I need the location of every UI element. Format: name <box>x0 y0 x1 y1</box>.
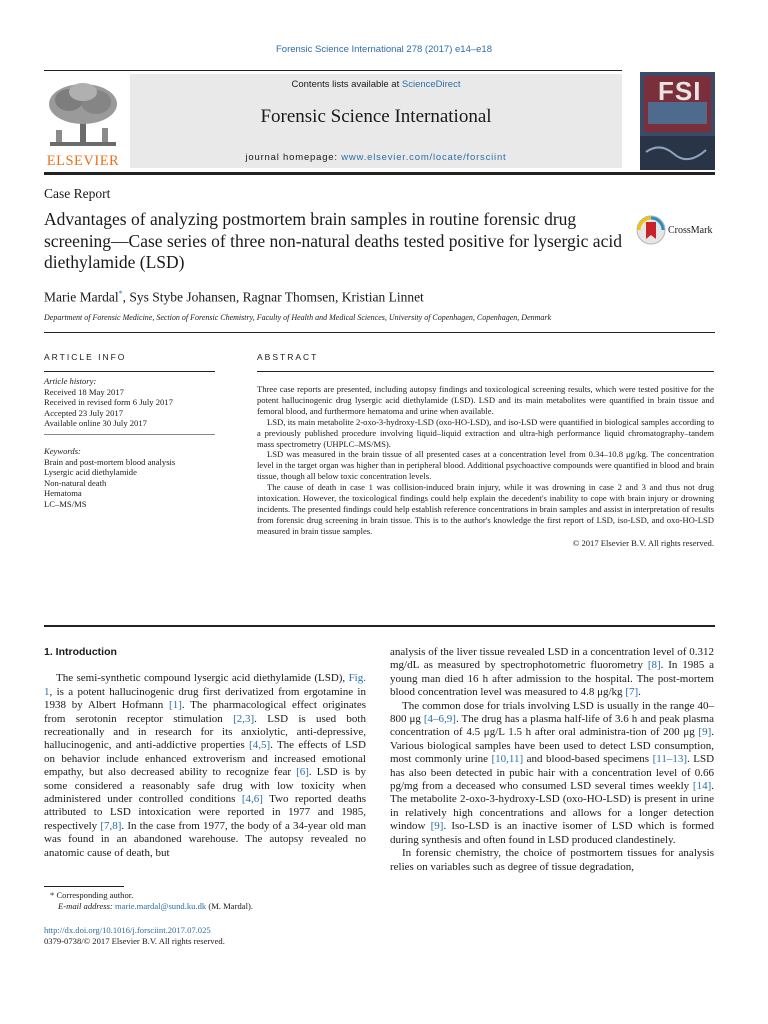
citation-link[interactable]: [10,11] <box>491 753 524 766</box>
abstract-paragraph: LSD, its main metabolite 2-oxo-3-hydroxy-LSD (oxo-HO-LSD), and iso-LSD were quantified in biological samples according to a previously published procedure involving liquid–liquid extraction and ultra-high performance liquid chromatography–tandem mass spectrometry (UHPLC–MS/MS). <box>257 416 714 449</box>
keyword: Lysergic acid diethylamide <box>44 467 137 478</box>
citation-link[interactable]: [7] <box>625 686 639 699</box>
citation-link[interactable]: [4,5] <box>249 739 271 752</box>
body-text: . Various biological samples have been used to detect LSD consumption, most commonly urine <box>390 726 714 766</box>
article-title: Advantages of analyzing postmortem brain samples in routine forensic drug screening—Case series of three non-natural deaths tested positive for lysergic acid diethylamide (LSD) <box>44 209 622 272</box>
keyword: Non-natural death <box>44 477 107 488</box>
article-history <box>44 376 215 429</box>
intro-paragraph <box>44 672 366 860</box>
corresponding-author-mark[interactable]: * <box>118 289 123 298</box>
citation-link[interactable]: [11–13] <box>652 753 687 766</box>
left-column <box>44 646 366 860</box>
citation-link[interactable]: [1] <box>169 699 182 712</box>
body-text: . Iso-LSD is an inactive isomer of LSD which is formed during synthesis and often found in LSD produced clandestinely. <box>390 820 714 846</box>
masthead-bottom-rule <box>44 172 715 175</box>
cover-title: FSI <box>658 76 702 106</box>
issn-copyright: 0379-0738/© 2017 Elsevier B.V. All rights reserved. <box>44 936 225 946</box>
body-top-rule <box>44 625 715 627</box>
history-online: Available online 30 July 2017 <box>44 418 147 429</box>
crossmark-badge[interactable] <box>636 215 746 247</box>
doi-link[interactable]: http://dx.doi.org/10.1016/j.forsciint.2017.07.025 <box>44 925 211 935</box>
citation-link[interactable]: [9] <box>430 820 444 833</box>
keywords <box>44 446 215 510</box>
body-text: . The pharmacological effect originates from serotonin receptor stimulation <box>44 699 366 725</box>
keywords-rule <box>44 434 215 435</box>
abstract-rule <box>257 371 714 372</box>
keyword: Brain and post-mortem blood analysis <box>44 456 176 467</box>
body-text: . In 1985 a young man died 16 h after admission to the hospital. The post-mortem blood concentration level was measured to 4.8 μg/kg <box>390 659 714 699</box>
right-column <box>390 646 714 874</box>
keywords-label: Keywords: <box>44 446 81 456</box>
citation-link[interactable]: Fig. 1 <box>44 672 366 698</box>
history-label: Article history: <box>44 376 97 386</box>
keyword: Hematoma <box>44 488 82 499</box>
crossmark-label: CrossMark <box>668 225 713 236</box>
email-label: E-mail address: <box>58 901 115 911</box>
journal-homepage <box>130 152 622 163</box>
author-list <box>44 289 424 306</box>
body-text: The semi-synthetic compound lysergic acid diethylamide (LSD), <box>56 672 349 685</box>
abstract-copyright: © 2017 Elsevier B.V. All rights reserved. <box>572 537 714 548</box>
article-info-rule <box>44 371 215 372</box>
body-text: The common dose for trials involving LSD is usually in the range 40–800 μg <box>390 699 714 726</box>
body-text: . The drug has a plasma half-life of 3.6 h and peak plasma concentration of 4.5 μg/L 1.5 h after oral administra-tion of 200 μg <box>390 713 714 739</box>
elsevier-wordmark: ELSEVIER <box>46 153 120 169</box>
elsevier-logo[interactable] <box>44 80 122 169</box>
body-text: and blood-based specimens <box>523 753 653 766</box>
footnote-mark: * <box>50 890 55 900</box>
author-first: Marie Mardal <box>44 289 119 305</box>
elsevier-tree-icon <box>44 80 122 150</box>
citation-link[interactable]: [7,8] <box>100 819 122 832</box>
section-heading-introduction: 1. Introduction <box>44 646 117 658</box>
citation-link[interactable]: [8] <box>647 659 661 672</box>
body-text: . The effects of LSD on behavior include enhanced extroverism and increased emotional empathy, but also decreased ability to recognize fear <box>44 739 366 779</box>
body-text: . LSD has also been detected in pubic hair with a concentration level of 0.66 pg/mg from a deceased who consumed LSD several times weekly <box>390 753 715 793</box>
body-text: , is a potent hallucinogenic drug first derivatized from ergotamine in 1938 by Albert Hofmann <box>44 685 366 712</box>
intro-paragraph: In forensic chemistry, the choice of postmortem tissues for analysis relies on variables such as degree of tissue degradation, <box>390 847 714 873</box>
abstract-heading: ABSTRACT <box>257 352 319 362</box>
body-text: Two reported deaths attributed to LSD intoxication were reported in 1977 and 1985, respectively <box>44 793 366 832</box>
footnote <box>44 890 374 912</box>
corresponding-author-note <box>44 890 374 901</box>
contents-prefix: Contents lists available at <box>291 79 402 90</box>
abstract-body <box>257 384 714 549</box>
homepage-prefix: journal homepage: <box>245 152 342 163</box>
article-info-heading: ARTICLE INFO <box>44 352 127 362</box>
affiliation: Department of Forensic Medicine, Section of Forensic Chemistry, Faculty of Health and Medical Sciences, University of Copenhagen, Copenhagen, Denmark <box>44 313 552 322</box>
email-line <box>44 901 374 912</box>
body-text: . The metabolite 2-oxo-3-hydroxy-LSD (oxo-HO-LSD) is present in urine in relatively high concentrations and allows for a longer detection window <box>390 780 714 833</box>
sciencedirect-link[interactable]: ScienceDirect <box>401 79 461 90</box>
masthead-top-rule <box>44 70 622 71</box>
body-text: . LSD is used both recreationally and in research for its anxiolytic, anti-depressive, hallucinogenic, and anti-addictive properties <box>44 712 366 752</box>
body-text: . LSD is by some considered a reasonably safe drug with low toxicity when administered under controlled conditions <box>44 766 366 806</box>
intro-paragraph <box>390 646 714 700</box>
history-revised: Received in revised form 6 July 2017 <box>44 397 173 408</box>
citation-link[interactable]: [4,6] <box>241 793 263 806</box>
keyword: LC–MS/MS <box>44 498 87 509</box>
article-type: Case Report <box>44 186 111 201</box>
corresponding-label: Corresponding author. <box>54 890 134 900</box>
history-accepted: Accepted 23 July 2017 <box>44 407 123 418</box>
journal-reference[interactable]: Forensic Science International 278 (2017) e14–e18 <box>275 44 492 55</box>
journal-cover-thumbnail[interactable] <box>640 72 715 170</box>
intro-paragraph <box>390 700 714 847</box>
citation-link[interactable]: [9] <box>698 726 712 739</box>
contents-line <box>130 79 622 90</box>
footnote-rule <box>44 886 124 887</box>
body-text: . <box>638 686 641 699</box>
citation-link[interactable]: [14] <box>692 780 712 793</box>
citation-link[interactable]: [4–6,9] <box>423 713 456 726</box>
crossmark-icon <box>636 215 666 245</box>
abstract-paragraph: LSD was measured in the brain tissue of all presented cases at a concentration level from 0.34–10.8 μg/kg. The concentration level in the target organ was higher than in peripheral blood. Additional psychoactive compounds were quantified in blood and brain tissue, though all below toxic concentration levels. <box>257 449 714 482</box>
affiliation-rule <box>44 332 715 333</box>
citation-link[interactable]: [2,3] <box>233 712 255 725</box>
journal-masthead <box>130 74 622 168</box>
abstract-paragraph: The cause of death in case 1 was collision-induced brain injury, while it was drowning in case 2 and 3 and thus not drug intoxication. However, the toxicological findings could help explain the decedent's inability to cope with brain injury or drowning incidents. The presented findings could help establish reference concentrations in brain samples and assist in interpretation of results from forensic drug screening in brain tissue. This is to the author's knowledge the first report of LSD, iso-LSD, and oxo-HO-LSD measured in brain tissue samples. <box>257 482 714 536</box>
abstract-paragraph: Three case reports are presented, including autopsy findings and toxicological screening results, which were tested positive for the potent hallucinogenic drug lysergic acid diethylamide (LSD). LSD and its main metabolites were quantified in brain tissue and femoral blood, and furthermore hematoma and urine when available. <box>257 384 714 416</box>
history-received: Received 18 May 2017 <box>44 386 124 397</box>
body-text: analysis of the liver tissue revealed LSD in a concentration level of 0.312 mg/dL as measured by spectrophotometric fluorometry <box>390 646 714 672</box>
citation-link[interactable]: [6] <box>296 766 309 779</box>
email-suffix: (M. Mardal). <box>206 901 253 911</box>
journal-title: Forensic Science International <box>260 106 492 127</box>
body-text: . In the case from 1977, the body of a 34-year old man was found in an abandoned warehouse. The autopsy revealed no anatomic cause of death, but <box>44 819 366 859</box>
email-link[interactable]: marie.mardal@sund.ku.dk <box>114 901 207 911</box>
homepage-link[interactable]: www.elsevier.com/locate/forsciint <box>341 152 507 163</box>
author-others: , Sys Stybe Johansen, Ragnar Thomsen, Kristian Linnet <box>122 289 424 305</box>
